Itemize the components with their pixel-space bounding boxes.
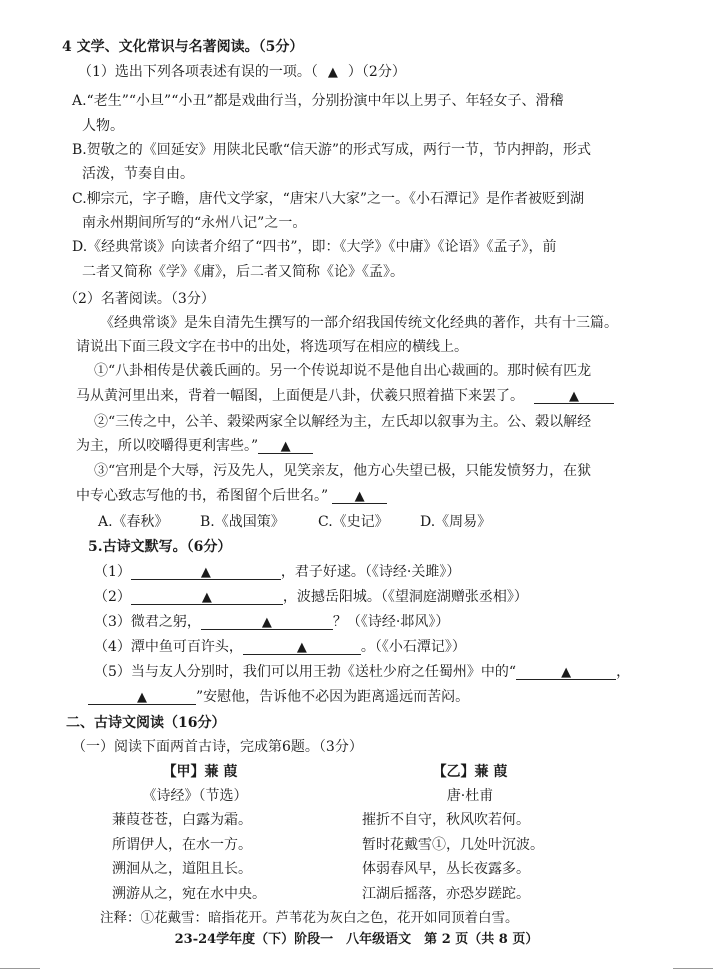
poem-b-source: 唐·杜甫 (446, 788, 494, 804)
section-2-sub1: （一）阅读下面两首古诗，完成第6题。（3分） (72, 739, 363, 755)
section-2-title: 二、古诗文阅读（16分） (66, 715, 226, 731)
option-d: D.《周易》 (420, 514, 492, 530)
answer-blank[interactable]: ▲ (201, 615, 333, 630)
option-a-line1: A.“老生”“小旦”“小丑”都是戏曲行当，分别扮演中年以上男子、年轻女子、滑稽 (72, 93, 564, 109)
answer-blank[interactable]: ▲ (88, 690, 196, 705)
poem-b-line: 摧折不自守，秋风吹若何。 (362, 812, 530, 828)
poem-b-title: 【乙】蒹 葭 (432, 764, 508, 780)
option-d-line1: D.《经典常谈》向读者介绍了“四书”，即：《大学》《中庸》《论语》《孟子》，前 (72, 239, 557, 255)
q4-2-intro2: 请说出下面三段文字在书中的出处，将选项写在相应的横线上。 (76, 339, 468, 355)
poem-a-line: 所谓伊人，在水一方。 (112, 837, 252, 853)
q5-line5: （5）当与友人分别时，我们可以用王勃《送杜少府之任蜀州》中的“ ▲ ， (94, 664, 631, 680)
option-b: B.《战国策》 (200, 514, 285, 530)
answer-mark: ▲ (327, 65, 338, 80)
passage-3-line1: ③“宫刑是个大辱，污及先人，见笑亲友，他方心失望已极，只能发愤努力，在狱 (94, 463, 592, 479)
poem-a-title: 【甲】蒹 葭 (162, 764, 238, 780)
answer-blank[interactable]: ▲ (131, 565, 281, 580)
poem-a-line: 蒹葭苍苍，白露为霜。 (112, 812, 252, 828)
option-b-line1: B.贺敬之的《回延安》用陕北民歌“信天游”的形式写成，两行一节，节内押韵，形式 (72, 142, 592, 158)
option-d-line2: 二者又简称《学》《庸》，后二者又简称《论》《孟》。 (82, 264, 404, 280)
q5-line1: （1） ▲ ，君子好逑。（《诗经·关雎》） (94, 564, 461, 580)
answer-blank[interactable]: ▲ (332, 489, 387, 504)
option-b-line2: 活泼，节奏自由。 (82, 166, 194, 182)
q5-line3: （3）微君之躬， ▲ ？（《诗经·邶风》） (94, 614, 450, 630)
poem-b-line: 体弱春风早，丛长夜露多。 (362, 861, 530, 877)
poem-a-line: 溯洄从之，道阻且长。 (112, 861, 252, 877)
passage-2-line2: 为主，所以咬嚼得更利害些。” ▲ (76, 436, 313, 456)
q4-title: 4 文学、文化常识与名著阅读。（5分） (62, 39, 304, 55)
passage-1-line2: 马从黄河里出来，背着一幅图，上面便是八卦，伏羲只照着描下来罢了。 ▲ (76, 386, 614, 406)
passage-1-line1: ①“八卦相传是伏羲氏画的。另一个传说却说不是他自出心裁画的。那时候有匹龙 (94, 363, 592, 379)
passage-options (98, 512, 491, 532)
q5-title: 5.古诗文默写。（6分） (88, 539, 232, 555)
q5-line4: （4）潭中鱼可百许头， ▲ 。（《小石潭记》） (94, 639, 466, 655)
answer-blank[interactable]: ▲ (131, 590, 283, 605)
poem-a-line: 溯游从之，宛在水中央。 (112, 886, 266, 902)
annotation-note: 注释：①花戴雪：暗指花开。芦苇花为灰白之色，花开如同顶着白雪。 (100, 910, 519, 926)
page-footer: 23-24学年度（下）阶段一 八年级语文 第 2 页（共 8 页） (174, 932, 539, 947)
q5-line5b: ▲ ”安慰他，告诉他不必因为距离遥远而苦闷。 (88, 687, 469, 707)
option-c-line2: 南永州期间所写的“永州八记”之一。 (82, 215, 307, 231)
option-a: A.《春秋》 (98, 514, 169, 530)
q4-2-title: （2）名著阅读。（3分） (64, 291, 215, 307)
option-c-line1: C.柳宗元，字子瞻，唐代文学家，“唐宋八大家”之一。《小石潭记》是作者被贬到湖 (72, 191, 584, 207)
q4-1-stem: （1）选出下列各项表述有误的一项。（ ▲ ）（2分） (78, 64, 406, 80)
poem-a-source: 《诗经》（节选） (142, 788, 248, 804)
passage-2-line1: ②“三传之中，公羊、榖梁两家全以解经为主，左氏却以叙事为主。公、榖以解经 (94, 414, 592, 430)
option-a-line2: 人物。 (82, 118, 124, 134)
poem-b-line: 暂时花戴雪①，几处叶沉波。 (362, 837, 544, 853)
q4-2-intro1: 《经典常谈》是朱自清先生撰写的一部介绍我国传统文化经典的著作，共有十三篇。 (100, 315, 618, 331)
q5-line2: （2） ▲ ，波撼岳阳城。（《望洞庭湖赠张丞相》） (94, 589, 528, 605)
answer-blank[interactable]: ▲ (243, 640, 361, 655)
answer-blank[interactable]: ▲ (534, 389, 614, 404)
poem-b-line: 江湖后摇落，亦恐岁蹉跎。 (362, 886, 530, 902)
answer-blank[interactable]: ▲ (516, 665, 616, 680)
option-c: C.《史记》 (318, 514, 389, 530)
passage-3-line2: 中专心致志写他的书，希图留个后世名。” ▲ (76, 486, 387, 506)
answer-blank[interactable]: ▲ (258, 439, 313, 454)
